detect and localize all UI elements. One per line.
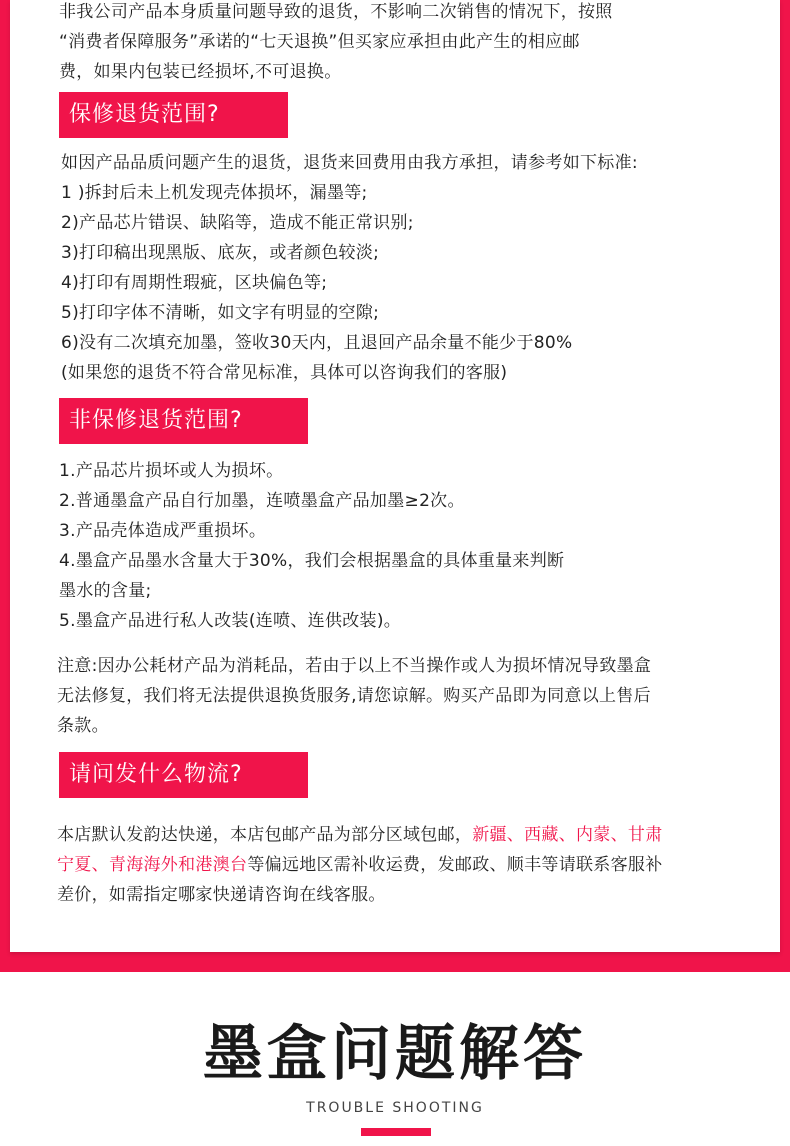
intro-line: 费，如果内包装已经损坏,不可退换。 [59, 62, 342, 82]
warranty-line: (如果您的退货不符合常见标准，具体可以咨询我们的客服) [61, 363, 508, 383]
note-line: 无法修复，我们将无法提供退换货服务,请您谅解。购买产品即为同意以上售后 [57, 686, 651, 706]
logistics-text: 等偏远地区需补收运费，发邮政、顺丰等请联系客服补 [247, 855, 663, 875]
note-line: 条款。 [57, 716, 109, 736]
warranty-line: 5)打印字体不清晰，如文字有明显的空隙; [61, 303, 380, 323]
note-line: 注意:因办公耗材产品为消耗品，若由于以上不当操作或人为损坏情况导致墨盒 [57, 656, 652, 676]
warranty-line: 6)没有二次填充加墨，签收30天内，且退回产品余量不能少于80% [61, 333, 573, 353]
warranty-line: 4)打印有周期性瑕疵，区块偏色等; [61, 273, 328, 293]
non-warranty-list [59, 456, 564, 636]
non-warranty-note [57, 651, 651, 741]
non-warranty-line: 3.产品壳体造成严重损坏。 [59, 521, 267, 541]
non-warranty-header: 非保修退货范围? [59, 398, 308, 444]
logistics-line [57, 850, 663, 880]
intro-paragraph [59, 0, 613, 87]
logistics-header: 请问发什么物流? [59, 752, 308, 798]
warranty-line: 如因产品品质问题产生的退货，退货来回费用由我方承担，请参考如下标准: [61, 153, 638, 173]
logistics-paragraph [57, 820, 663, 910]
warranty-line: 1 )拆封后未上机发现壳体损坏，漏墨等; [61, 183, 368, 203]
highlight-regions: 新疆、西藏、内蒙、甘肃 [472, 825, 663, 845]
non-warranty-line: 5.墨盒产品进行私人改装(连喷、连供改装)。 [59, 611, 402, 631]
section-title: 墨盒问题解答 [203, 1019, 587, 1089]
non-warranty-line: 1.产品芯片损坏或人为损坏。 [59, 461, 284, 481]
non-warranty-line: 墨水的含量; [59, 581, 152, 601]
warranty-line: 3)打印稿出现黑版、底灰，或者颜色较淡; [61, 243, 380, 263]
logistics-line [57, 820, 663, 850]
logistics-line: 差价，如需指定哪家快递请咨询在线客服。 [57, 885, 386, 905]
non-warranty-line: 4.墨盒产品墨水含量大于30%，我们会根据墨盒的具体重量来判断 [59, 551, 565, 571]
warranty-list [61, 148, 638, 388]
warranty-header: 保修退货范围? [59, 92, 288, 138]
highlight-regions: 宁夏、青海海外和港澳台 [57, 855, 248, 875]
intro-line: 非我公司产品本身质量问题导致的退货，不影响二次销售的情况下，按照 [59, 2, 613, 22]
intro-line: “消费者保障服务”承诺的“七天退换”但买家应承担由此产生的相应邮 [59, 32, 580, 52]
warranty-line: 2)产品芯片错误、缺陷等，造成不能正常识别; [61, 213, 414, 233]
logistics-text: 本店默认发韵达快递，本店包邮产品为部分区域包邮， [57, 825, 473, 845]
section-subtitle: TROUBLE SHOOTING [306, 1100, 484, 1116]
accent-bar [361, 1128, 431, 1136]
non-warranty-line: 2.普通墨盒产品自行加墨，连喷墨盒产品加墨≥2次。 [59, 491, 465, 511]
